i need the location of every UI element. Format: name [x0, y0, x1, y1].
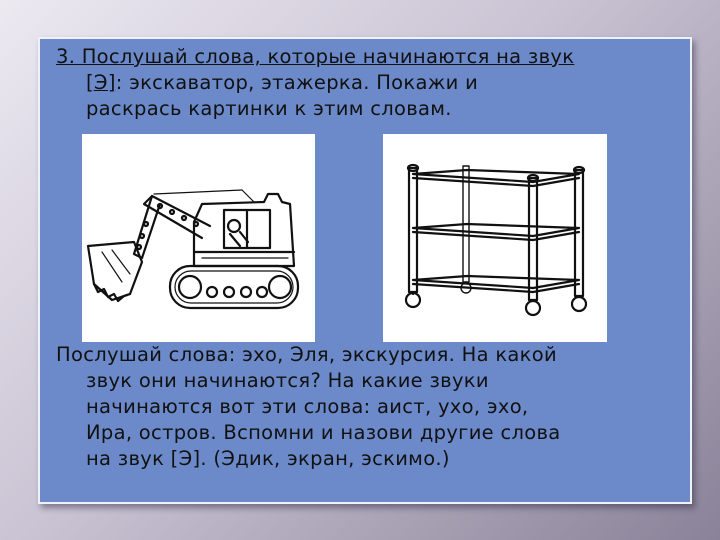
listen-line-2: звук они начинаются? На какие звуки: [86, 369, 489, 392]
excavator-icon: [82, 134, 315, 342]
sound-label: [Э]: [86, 71, 116, 94]
task-3-line-1: [56, 44, 686, 70]
task-3-line-2: [56, 70, 686, 96]
listen-line-1: Послушай слова: эхо, Эля, экскурсия. На какой: [56, 343, 557, 366]
task-3-line-3: раскрась картинки к этим словам.: [86, 97, 452, 120]
listen-line-4: Ира, остров. Вспомни и назови другие слова: [86, 421, 561, 444]
listen-line-3: начинаются вот эти слова: аист, ухо, эхо,: [86, 395, 529, 418]
shelf-trolley-icon: [383, 134, 607, 342]
shelf-picture: [383, 134, 607, 342]
task-3-line-1-text: 3. Послушай слова, которые начинаются на звук: [56, 45, 575, 68]
listen-instruction: [56, 342, 686, 472]
excavator-picture: [82, 134, 315, 342]
listen-line-5: на звук [Э]. (Эдик, экран, эскимо.): [86, 447, 450, 470]
task-3-line-2-text: : экскаватор, этажерка. Покажи и: [115, 71, 479, 94]
task-3-instruction: [56, 44, 686, 122]
